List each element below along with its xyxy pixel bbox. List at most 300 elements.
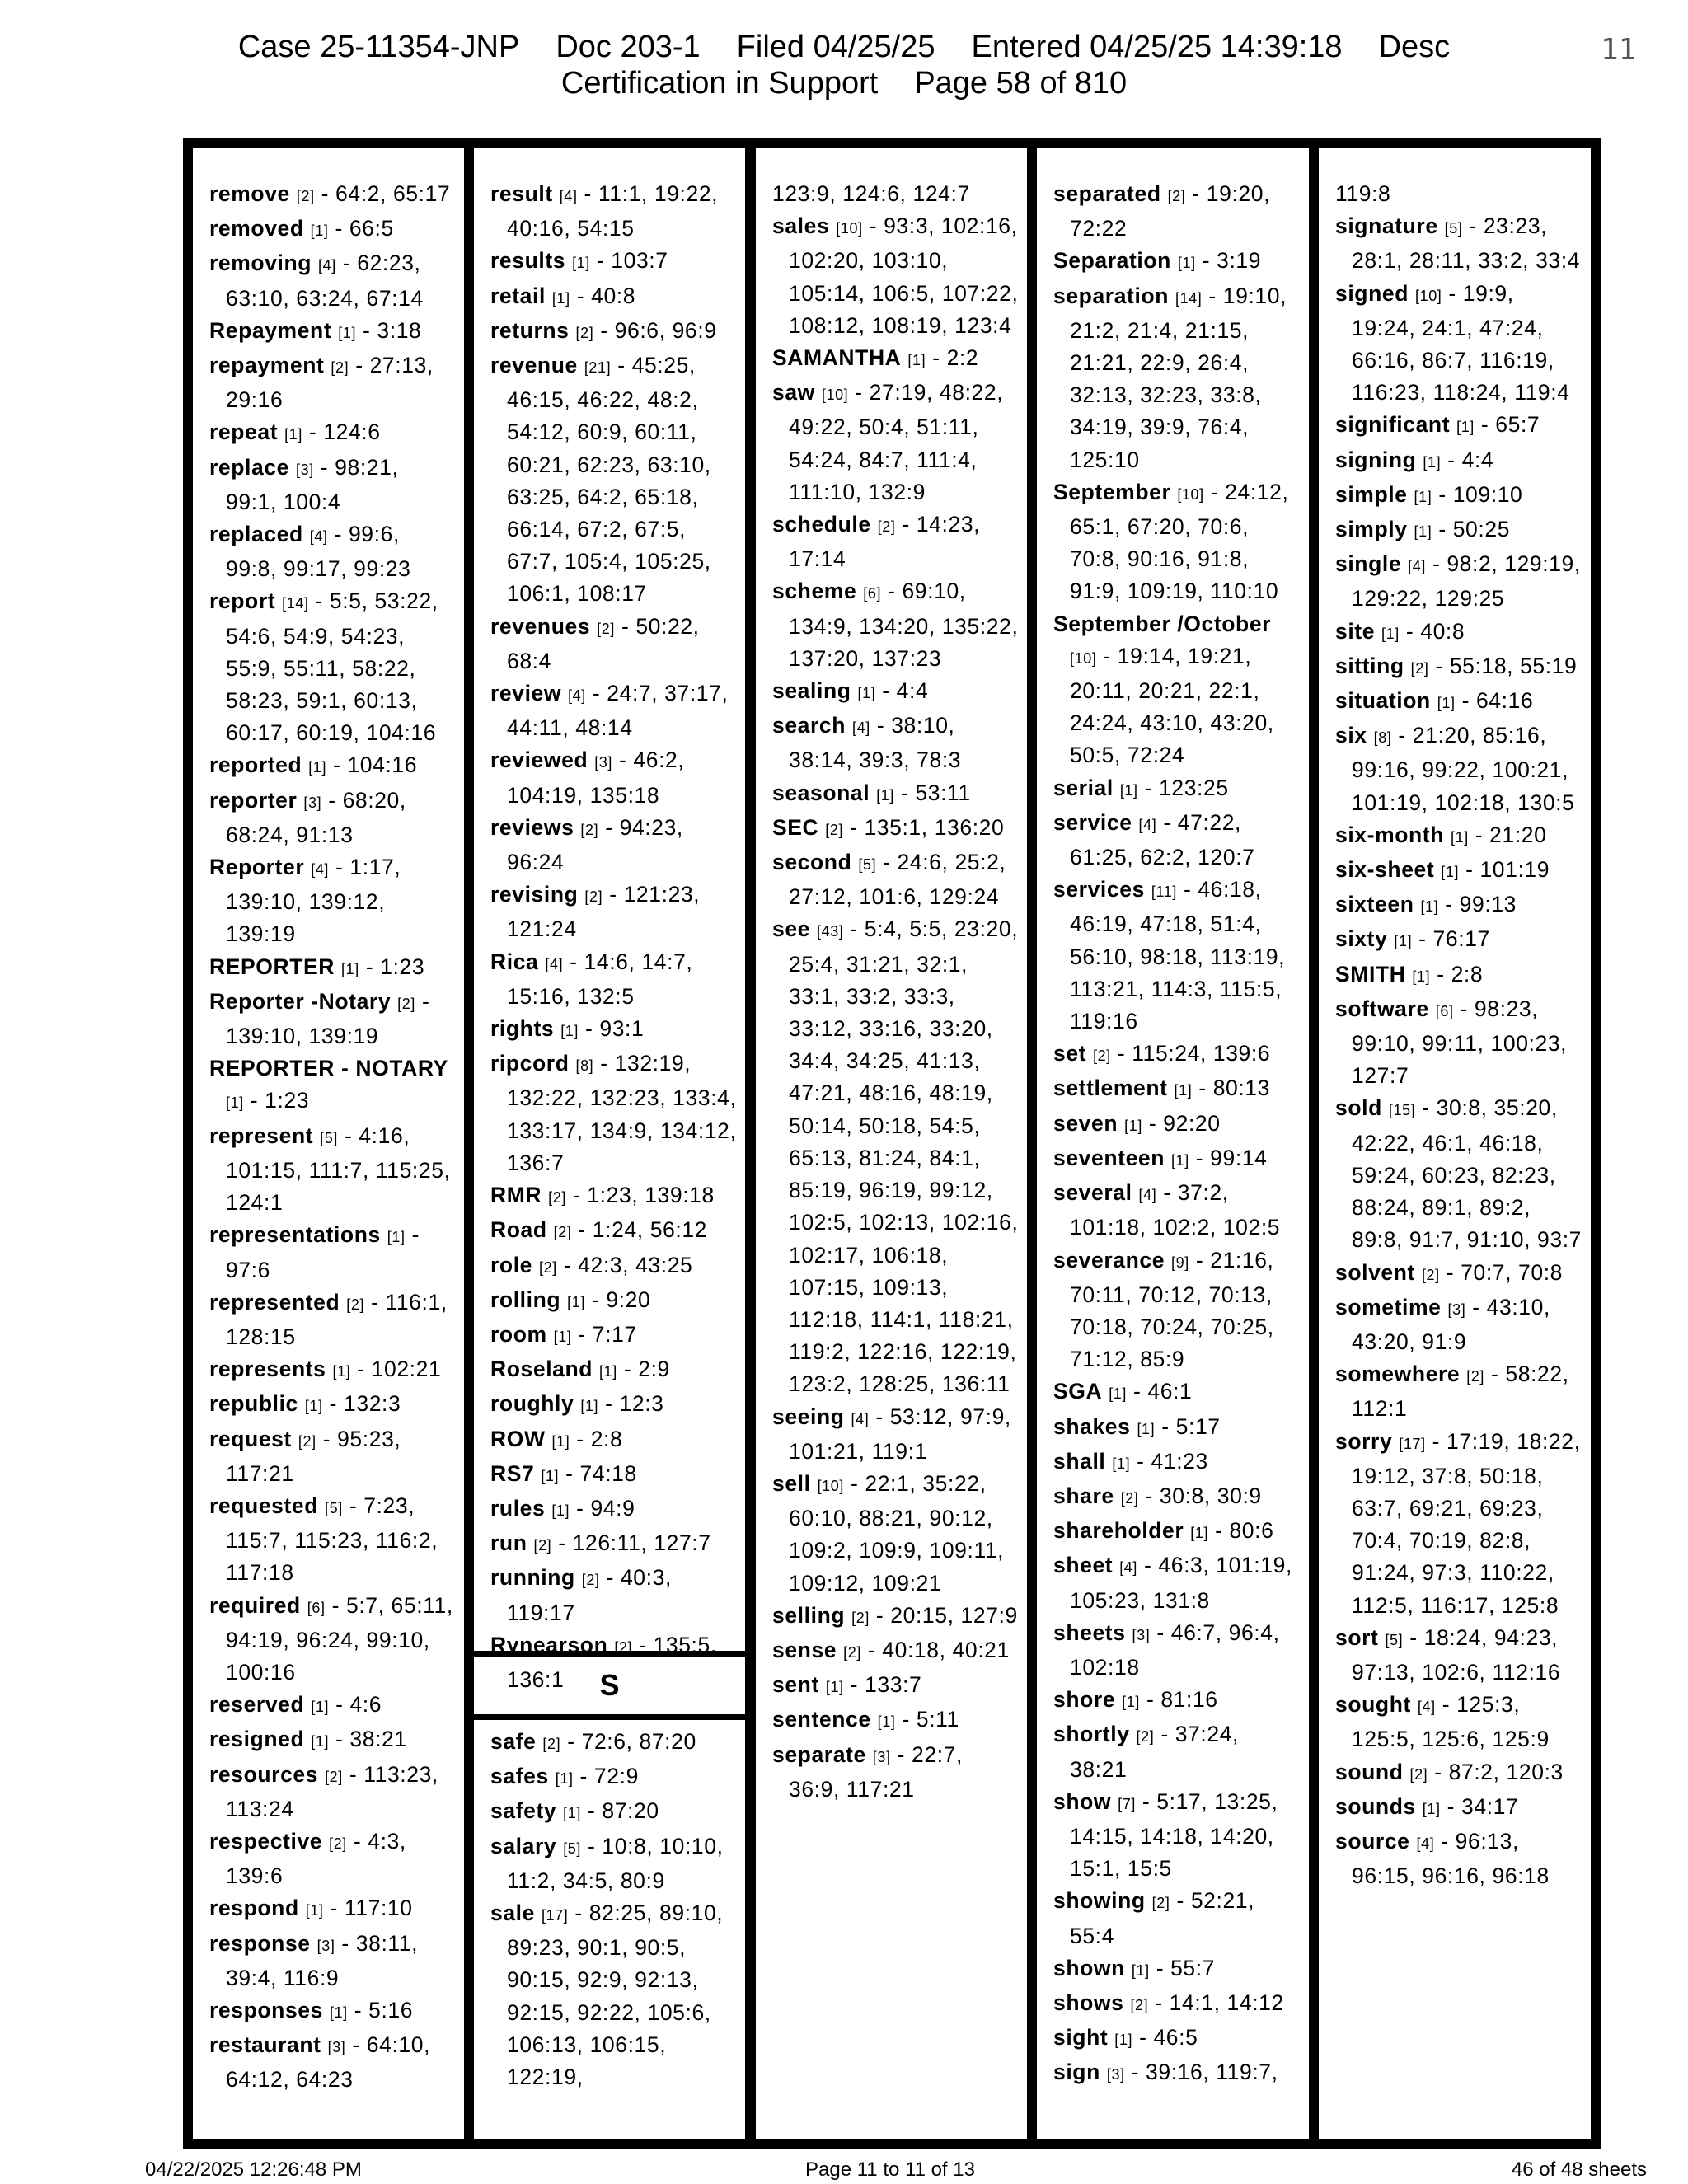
entry-term: sentence [772,1707,871,1732]
entry-count: [3] [316,1937,335,1954]
entry-term: SGA [1053,1379,1103,1404]
entry-term: response [209,1930,311,1956]
entry-count: [2] [331,359,349,377]
entry-term: REPORTER [209,954,335,979]
document-description: Certification in Support [560,66,879,101]
entry-count: [2] [325,1768,343,1785]
entry-count: [1] [1137,1420,1156,1437]
index-entry [1053,1987,1301,2022]
entry-references: - 55:7 [1156,1955,1216,1980]
index-entry [1335,1756,1582,1791]
entry-term: replace [209,454,290,480]
entry-references: - 38:10, 38:14, 39:3, 78:3 [789,713,962,773]
entry-term: revenue [490,353,578,378]
entry-count: [1] [1437,695,1456,712]
entry-term: software [1335,996,1429,1021]
entry-count: [1] [1414,523,1432,541]
index-entry [1053,1684,1301,1718]
index-column-1 [193,148,464,2139]
entry-term: run [490,1530,528,1556]
entry-references: - 21:20, 85:16, 99:16, 99:22, 100:21, 101:19, 102:18, 130:5 [1352,723,1575,815]
entry-count: [1] [825,1679,844,1696]
entry-count: [17] [1399,1435,1426,1452]
entry-term: share [1053,1483,1114,1508]
entry-count: [2] [329,1835,347,1852]
entry-count: [1] [304,1398,323,1415]
entry-references: - 14:23, 17:14 [789,512,981,572]
entry-references: - 133:7 [850,1672,922,1698]
index-entry [1053,772,1301,807]
index-entry [1053,1177,1301,1244]
entry-references: - 3:19 [1202,248,1262,274]
entry-count: [2] [851,1609,870,1626]
entry-count: [1] [857,685,876,702]
entry-term: review [490,681,562,706]
entry-term: sold [1335,1095,1382,1121]
entry-references: 123:9, 124:6, 124:7 [772,181,970,206]
index-entry [1335,854,1582,888]
entry-term: Road [490,1217,547,1243]
section-header-box [474,1651,745,1720]
entry-count: [2] [346,1296,365,1313]
index-entry [490,1458,737,1493]
entry-term: REPORTER - NOTARY [209,1056,448,1081]
entry-references: - 42:3, 43:25 [563,1252,693,1277]
entry-count: [2] [553,1224,572,1241]
entry-count: [4] [1417,1699,1436,1716]
entry-references: - 46:5 [1139,2025,1198,2050]
index-entry [1053,245,1301,279]
index-entry [1053,1072,1301,1107]
index-entry [1053,1786,1301,1886]
entry-term: ROW [490,1426,546,1451]
entry-term: sixteen [1335,892,1414,917]
entry-count: [1] [1131,1961,1150,1979]
entry-term: RS7 [490,1460,535,1486]
entry-count: [4] [318,257,336,274]
entry-references: - 4:4 [882,678,929,704]
entry-count: [2] [575,324,594,341]
index-entry [1335,923,1582,958]
index-entry [772,1600,1019,1634]
index-entry [209,315,456,349]
entry-count: [2] [1410,659,1429,677]
entry-references: - 82:25, 89:10, 89:23, 90:1, 90:5, 90:15, 92:9, 92:13, 92:15, 92:22, 105:6, 106:13, 106:15, 122:19, [507,1900,724,2090]
entry-count: [2] [1136,1728,1155,1746]
entry-term: September /October [1053,611,1272,636]
index-entry [490,1830,737,1897]
entry-references: - 40:8 [1405,618,1465,644]
entry-term: representations [209,1222,381,1248]
entry-count: [3] [327,2039,346,2056]
entry-count: [1] [308,759,327,776]
entry-term: respective [209,1828,323,1854]
index-entry [772,846,1019,913]
entry-references: - 64:16 [1461,688,1534,714]
index-entry [209,851,456,951]
entry-count: [1] [560,1023,579,1040]
column-5-entries [1319,148,1591,2139]
entry-references: - 58:22, 112:1 [1352,1361,1569,1422]
case-subheader [0,64,1688,102]
index-entry [209,1759,456,1825]
entry-references: - 30:8, 35:20, 42:22, 46:1, 46:18, 59:24, 60:23, 82:23, 88:24, 89:1, 89:2, 89:8, 91:7, 91:10, 93:7 [1352,1095,1582,1253]
entry-references: - 38:11, 39:4, 116:9 [226,1930,419,1990]
footer-timestamp: 04/22/2025 12:26:48 PM [145,2158,362,2181]
entry-term: SEC [772,814,819,840]
index-entry [772,1739,1019,1806]
entry-references: - 115:24, 139:6 [1117,1041,1271,1066]
entry-references: - 40:18, 40:21 [867,1637,1010,1662]
filed-date: Filed 04/25/25 [736,30,935,64]
index-entry [1053,1885,1301,1952]
entry-references: - 97:6 [226,1222,420,1282]
index-column-5 [1319,148,1591,2139]
index-entry [490,1179,737,1214]
entry-term: simple [1335,481,1408,507]
entry-count: [1] [541,1467,560,1484]
entry-term: situation [1335,688,1431,714]
entry-count: [4] [568,687,586,705]
entry-references: - 99:6, 99:8, 99:17, 99:23 [226,522,411,582]
entry-count: [2] [581,1572,600,1589]
entry-count: [2] [580,821,599,838]
desc-label: Desc [1378,30,1451,64]
entry-term: services [1053,877,1145,902]
entry-term: sound [1335,1759,1404,1784]
entry-references: - 55:18, 55:19 [1435,653,1578,678]
entry-references: - 37:2, 101:18, 102:2, 102:5 [1070,1180,1281,1240]
entry-count: [4] [851,1410,870,1427]
index-entry [490,744,737,811]
entry-count: [5] [1444,220,1463,237]
entry-references: - 21:20 [1475,822,1547,847]
index-entry [209,213,456,247]
index-entry [1053,608,1301,772]
index-entry [1335,1689,1582,1755]
entry-references: - 2:2 [932,345,979,371]
entry-references: - 87:2, 120:3 [1434,1759,1564,1784]
entry-term: requested [209,1493,319,1518]
entry-references: - 123:25 [1144,775,1229,800]
index-entry [772,1704,1019,1738]
entry-count: [1] [567,1293,585,1310]
entry-term: significant [1335,412,1451,438]
entry-count: [2] [1130,1996,1149,2013]
entered-date: Entered 04/25/25 14:39:18 [971,30,1343,64]
entry-count: [4] [1408,558,1426,575]
index-entry [772,777,1019,812]
entry-count: [1] [1109,1385,1128,1403]
entry-references: - 62:23, 63:10, 63:24, 67:14 [226,251,424,311]
index-column-4 [1037,148,1309,2139]
entry-references: - 126:11, 127:7 [558,1530,711,1556]
entry-references: - 23:23, 28:1, 28:11, 33:2, 33:4 [1352,213,1581,274]
entry-references: - 1:23 [250,1088,310,1113]
entry-count: [9] [1171,1254,1189,1271]
entry-term: somewhere [1335,1361,1461,1387]
entry-count: [1] [1112,1455,1131,1472]
entry-term: separation [1053,283,1170,308]
index-entry [490,1214,737,1249]
entry-term: room [490,1321,547,1347]
entry-references: - 39:16, 119:7, [1131,2060,1278,2085]
entry-references: - 46:7, 96:4, 102:18 [1070,1619,1280,1680]
index-entry [209,951,456,986]
entry-count: [1] [1423,453,1442,471]
index-entry [209,1825,456,1892]
index-entry [772,675,1019,710]
entry-count: [1] [580,1398,599,1415]
entry-references: - 50:22, 68:4 [507,613,700,673]
entry-count: [3] [1132,1626,1151,1643]
entry-count: [1] [553,1328,572,1345]
entry-references: - 5:5, 53:22, 54:6, 54:9, 54:23, 55:9, 55:11, 58:22, 58:23, 59:1, 60:13, 60:17, 60:19, 104:16 [226,588,438,746]
index-entry [1335,616,1582,650]
entry-count: [1] [551,289,570,307]
index-entry [772,178,1019,210]
entry-references: - 19:20, 72:22 [1070,181,1271,241]
entry-references: - 46:18, 46:19, 47:18, 51:4, 56:10, 98:18, 113:19, 113:21, 114:3, 115:5, 119:16 [1070,877,1286,1034]
entry-references: - 102:21 [357,1357,442,1382]
entry-references: - 7:23, 115:7, 115:23, 116:2, 117:18 [226,1493,438,1586]
entry-count: [2] [397,995,415,1012]
entry-count: [1] [311,1733,330,1750]
entry-count: [1] [1177,255,1196,272]
entry-count: [4] [559,188,578,204]
entry-term: solvent [1335,1259,1415,1285]
entry-term: replaced [209,522,303,547]
entry-references: - 92:20 [1148,1110,1221,1136]
entry-count: [2] [1421,1266,1440,1283]
entry-term: sight [1053,2025,1109,2050]
index-entry [1053,1515,1301,1549]
index-entry [1335,548,1582,615]
entry-count: [1] [572,255,590,272]
entry-term: search [772,713,846,738]
entry-term: reviewed [490,748,588,773]
index-entry [209,749,456,784]
entry-count: [14] [282,595,309,612]
entry-term: severance [1053,1247,1165,1272]
entry-references: - 19:10, 21:2, 21:4, 21:15, 21:21, 22:9, 26:4, 32:13, 32:23, 33:8, 34:19, 39:9, 76:4, 125:10 [1070,283,1287,472]
entry-references: - 68:20, 68:24, 91:13 [226,787,406,847]
entry-term: six [1335,723,1367,748]
entry-term: safes [490,1764,549,1789]
entry-term: result [490,181,553,206]
entry-references: - 43:10, 43:20, 91:9 [1352,1294,1550,1354]
entry-references: - 27:19, 48:22, 49:22, 50:4, 51:11, 54:24, 84:7, 111:4, 111:10, 132:9 [789,380,1004,504]
entry-count: [4] [1119,1559,1138,1577]
entry-references: - 94:9 [576,1495,635,1521]
entry-count: [1] [1420,898,1439,916]
entry-references: - 93:3, 102:16, 102:20, 103:10, 105:14, 106:5, 107:22, 108:12, 108:19, 123:4 [789,213,1019,338]
entry-term: Reporter [209,855,305,880]
entry-count: [3] [295,461,314,478]
entry-count: [4] [545,955,564,972]
entry-count: [1] [1171,1151,1189,1169]
entry-references: - 113:23, 113:24 [226,1761,438,1821]
entry-count: [2] [1167,188,1186,204]
entry-term: sixty [1335,926,1388,952]
index-entry [209,1590,456,1690]
entry-count: [1] [876,786,895,804]
entry-references: - 93:1 [584,1016,645,1042]
entry-references: - 34:17 [1447,1793,1519,1819]
column-3-entries [756,148,1027,2139]
entry-term: showing [1053,1888,1146,1914]
entry-count: [1] [877,1713,896,1731]
index-entry [209,986,456,1052]
entry-term: safe [490,1729,537,1754]
entry-references: 119:8 [1335,181,1391,206]
index-entry [1053,476,1301,608]
entry-term: several [1053,1180,1132,1206]
entry-term: scheme [772,579,857,604]
entry-references: - 24:7, 37:17, 44:11, 48:14 [507,681,729,741]
index-entry [490,879,737,945]
entry-count: [2] [538,1258,557,1276]
entry-count: [2] [548,1189,566,1207]
entry-term: serial [1053,775,1114,800]
entry-count: [10] [836,220,863,237]
entry-references: - 96:13, 96:15, 96:16, 96:18 [1352,1828,1550,1889]
entry-references: - 66:5 [335,216,394,241]
entry-term: represents [209,1357,326,1382]
entry-count: [8] [1373,729,1392,747]
index-column-3 [756,148,1027,2139]
entry-count: [1] [1174,1082,1193,1099]
case-number: Case 25-11354-JNP [237,30,520,64]
index-entry [772,710,1019,776]
entry-count: [5] [320,1129,338,1146]
entry-count: [4] [309,528,328,546]
entry-term: sell [772,1470,811,1496]
entry-count: [8] [575,1057,594,1075]
entry-term: removed [209,216,304,241]
entry-term: SMITH [1335,961,1406,987]
index-entry [1335,479,1582,513]
index-entry [209,1892,456,1927]
entry-references: - 103:7 [596,248,668,274]
entry-references: - 98:23, 99:10, 99:11, 100:23, 127:7 [1352,996,1568,1089]
entry-count: [1] [1119,781,1138,799]
entry-count: [2] [1093,1047,1111,1065]
entry-references: - 5:17 [1161,1413,1221,1439]
entry-count: [1] [1381,625,1400,642]
index-entry [490,677,737,744]
entry-count: [3] [303,794,322,811]
entry-term: sheets [1053,1619,1126,1645]
entry-references: - 2:9 [623,1357,670,1382]
index-entry [1053,1411,1301,1446]
entry-term: September [1053,479,1171,504]
entry-count: [2] [825,821,844,838]
index-entry [490,1423,737,1458]
entry-references: - 41:23 [1137,1448,1208,1474]
index-entry [490,1249,737,1284]
entry-references: - 14:6, 14:7, 15:16, 132:5 [507,949,693,1009]
entry-count: [1] [1422,1800,1441,1817]
entry-references: - 40:8 [576,283,636,308]
entry-references: - 22:7, 36:9, 117:21 [789,1741,963,1802]
index-entry [772,1634,1019,1669]
index-entry [772,913,1019,1400]
entry-count: [2] [296,188,315,204]
entry-term: retail [490,283,546,308]
entry-term: set [1053,1041,1087,1066]
entry-term: returns [490,317,570,343]
entry-references: - 1:24, 56:12 [578,1217,708,1243]
entry-term: republic [209,1391,298,1417]
entry-count: [1] [332,1363,351,1380]
entry-count: [1] [1114,2032,1133,2049]
entry-count: [2] [597,620,615,637]
index-entry [490,946,737,1013]
index-entry [209,1928,456,1994]
index-entry [1335,993,1582,1093]
index-entry [209,2029,456,2096]
entry-references: - 53:11 [901,780,971,805]
entry-count: [2] [1466,1368,1485,1385]
entry-references: - 19:14, 19:21, 20:11, 20:21, 22:1, 24:24, 43:10, 43:20, 50:5, 72:24 [1070,643,1274,768]
entry-count: [3] [594,754,613,771]
entry-term: reviews [490,814,574,840]
index-entry [1335,1426,1582,1622]
index-entry [772,1401,1019,1468]
entry-references: - 3:18 [363,317,422,343]
entry-references: - 24:12, 65:1, 67:20, 70:6, 70:8, 90:16, 91:8, 91:9, 109:19, 110:10 [1070,479,1289,604]
index-entry [490,1726,737,1760]
entry-count: [2] [877,518,896,536]
entry-references: - 132:19, 132:22, 132:23, 133:4, 133:17, 134:9, 134:12, 136:7 [507,1051,737,1175]
index-entry [209,1286,456,1353]
entry-references: - 17:19, 18:22, 19:12, 37:8, 50:18, 63:7, 69:21, 69:23, 70:4, 70:19, 82:8, 91:24, 97:3, 110:22, 112:5, 116:17, 125:8 [1352,1428,1581,1618]
entry-count: [1] [563,1805,581,1822]
entry-references: - 11:1, 19:22, 40:16, 54:15 [507,181,719,241]
entry-references: - 99:14 [1195,1145,1268,1170]
entry-count: [11] [1151,883,1177,901]
entry-term: rights [490,1016,555,1042]
entry-count: [6] [1435,1002,1454,1019]
index-entry [490,1319,737,1353]
entry-term: remove [209,181,290,206]
entry-term: results [490,248,566,274]
entry-count: [6] [863,585,882,602]
index-entry [772,575,1019,675]
entry-references: - 70:7, 70:8 [1446,1259,1564,1285]
entry-term: shall [1053,1448,1106,1474]
index-entry [1335,444,1582,479]
entry-references: - 5:16 [354,1997,414,2022]
entry-count: [4] [1416,1835,1435,1852]
entry-term: Rica [490,949,539,974]
entry-term: seven [1053,1110,1118,1136]
entry-references: - 22:1, 35:22, 60:10, 88:21, 90:12, 109:2, 109:9, 109:11, 109:12, 109:21 [789,1470,1005,1596]
entry-term: second [772,850,852,875]
entry-term: settlement [1053,1076,1168,1101]
entry-term: simply [1335,517,1408,542]
entry-references: - 80:13 [1198,1076,1271,1101]
entry-count: [1] [907,352,926,369]
index-entry [1335,1291,1582,1358]
entry-count: [10] [1070,649,1097,667]
entry-references: - 12:3 [605,1391,664,1417]
entry-count: [1] [305,1902,324,1919]
entry-references: - 2:8 [576,1426,623,1451]
entry-term: revenues [490,613,591,639]
entry-references: - 46:2, 104:19, 135:18 [507,748,685,808]
